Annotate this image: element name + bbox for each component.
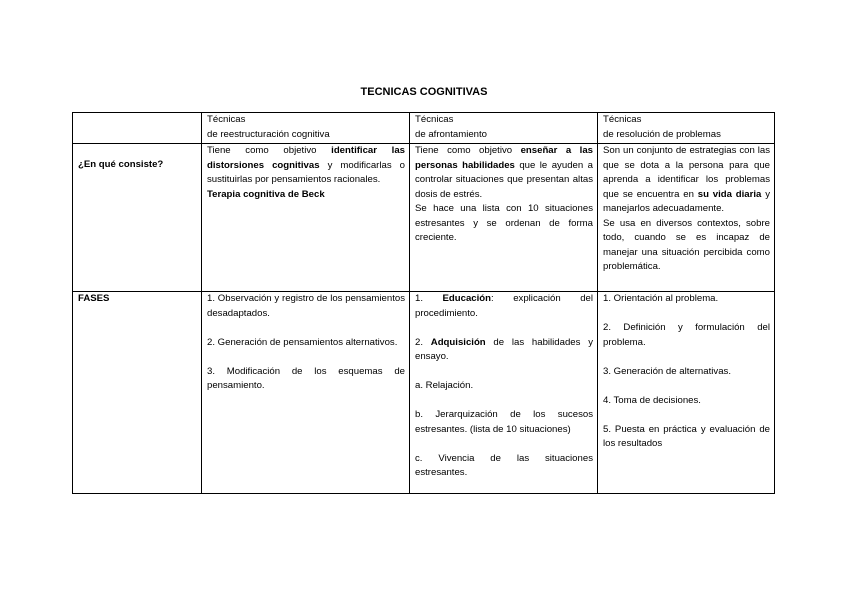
fase-item: 5. Puesta en práctica y evaluación de los resultados [603,423,770,449]
header-reestructuracion [202,113,410,144]
text-bold: identificar las distorsiones cognitivas [207,145,405,171]
fase-item: c. Vivencia de las situaciones estresantes. [415,452,593,478]
text-segment: de las habilidades y ensayo. [415,336,593,362]
consiste-note: Se usa en diversos contextos, sobre todo, cuando se es incapaz de manejar una situación percibida como problemática. [603,217,770,272]
fase-item: 2. Generación de pensamientos alternativos. [207,336,398,348]
text-bold: Adquisición [430,336,486,348]
text-segment: y modificarlas o sustituirlas por pensamientos racionales. [207,159,405,185]
fases-afrontamiento [410,292,598,494]
document-title: TECNICAS COGNITIVAS [360,86,488,98]
header-empty-cell [73,113,202,144]
header-afrontamiento [410,113,598,144]
consiste-resolucion [598,144,775,292]
fase-item: 1. Observación y registro de los pensamientos desadaptados. [207,293,405,319]
header-resolucion [598,113,775,144]
consiste-note [207,188,405,203]
header-sublabel: de afrontamiento [415,128,487,140]
fase-item [415,336,593,365]
fase-item: 4. Toma de decisiones. [603,394,701,406]
consiste-text [603,144,770,217]
fase-item: a. Relajación. [415,380,474,391]
consiste-reestructuracion [202,144,410,292]
consiste-note: Se hace una lista con 10 situaciones estresantes y se ordenan de forma creciente. [415,203,593,243]
fase-item: 1. Orientación al problema. [603,293,719,304]
text-bold: Educación [442,293,492,304]
text-segment: Son un conjunto de estrategias con las que se dota a la persona para que aprenda a identificar los problemas que se encuentra en [603,145,770,200]
text-segment: 1. [415,293,443,304]
text-bold: su vida diaria [697,188,762,200]
consiste-afrontamiento [410,144,598,292]
techniques-table [72,112,775,494]
text-segment: y manejarlos adecuadamente. [603,188,770,214]
header-label: Técnicas [415,114,454,125]
header-row [73,113,775,144]
fase-item [415,292,593,321]
text-segment: Tiene como objetivo [207,145,332,156]
header-label: Técnicas [207,114,246,125]
text-segment: Tiene como objetivo [415,145,521,156]
fases-reestructuracion [202,292,410,494]
fase-item: 2. Definición y formulación del problema. [603,322,770,348]
text-bold: Terapia cognitiva de Beck [207,188,325,200]
consiste-text [415,144,593,202]
fase-item: 3. Generación de alternativas. [603,365,731,377]
header-sublabel: de reestructuración cognitiva [207,128,330,140]
header-sublabel: de resolución de problemas [603,128,721,140]
fases-row [73,292,775,494]
consiste-row [73,144,775,292]
header-label: Técnicas [603,114,642,125]
text-segment: que le ayuden a controlar situaciones que presentan altas dosis de estrés. [415,159,593,200]
text-bold: enseñar a las personas habilidades [415,145,593,171]
text-segment: 2. [415,336,431,348]
fase-item: 3. Modificación de los esquemas de pensamiento. [207,365,405,391]
fases-resolucion [598,292,775,494]
row-label-fases: FASES [73,292,202,494]
consiste-text [207,144,405,188]
fase-item: b. Jerarquización de los sucesos estresantes. (lista de 10 situaciones) [415,409,593,435]
text-segment: : explicación del procedimiento. [415,293,593,319]
row-label-consiste: ¿En qué consiste? [73,144,202,292]
